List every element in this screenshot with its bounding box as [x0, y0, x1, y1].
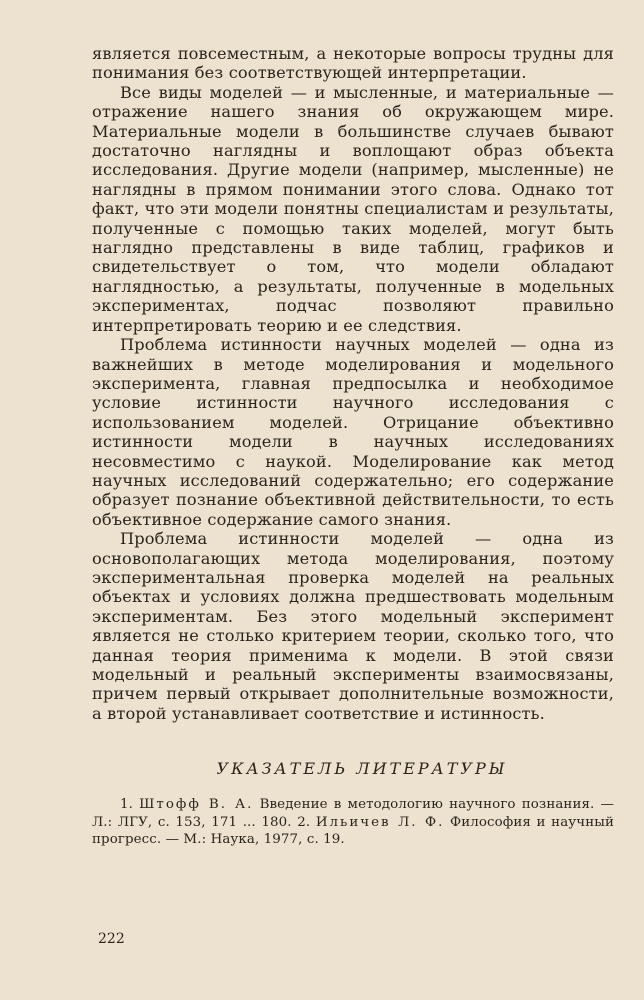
paragraph-experimental-verification: Проблема истинности моделей — одна из основополагающих метода моделирования, поэтому экспериментальная проверка моделей на реальных объектах и условиях должна предшествовать модельным экспериментам. Без этого модельный эксперимент является не столько критерием теории, сколько того, что данная теория применима к модели. В этой связи модельный и реальный эксперименты взаимосвязаны, причем первый открывает дополнительные возможности, а второй устанавливает соответствие и истинность.	[92, 529, 614, 723]
main-text	[92, 44, 614, 723]
paragraph-models-reflection: Все виды моделей — и мысленные, и материальные — отражение нашего знания об окружающем мире. Материальные модели в большинстве случаев бывают достаточно наглядны и воплощают образ объекта исследования. Другие модели (например, мысленные) не наглядны в прямом понимании этого слова. Однако тот факт, что эти модели понятны специалистам и результаты, полученные с помощью таких моделей, могут быть наглядно представлены в виде таблиц, графиков и свидетельствует о том, что модели обладают наглядностью, а результаты, полученные в модельных экспериментах, подчас позволяют правильно интерпретировать теорию и ее следствия.	[92, 82, 614, 335]
bibliography-heading: УКАЗАТЕЛЬ ЛИТЕРАТУРЫ	[216, 759, 508, 779]
bibliography-list	[92, 796, 614, 849]
paragraph-continuation: является повсеместным, а некоторые вопросы трудны для понимания без соответствующей интерпретации.	[92, 44, 614, 83]
page-number: 222	[98, 931, 125, 947]
reference-author: Штофф В. А.	[139, 797, 254, 813]
reference-author: Ильичев Л. Ф.	[315, 814, 445, 830]
reference-number: 1.	[120, 797, 133, 813]
reference-number: 2.	[297, 814, 311, 830]
paragraph-model-truth: Проблема истинности научных моделей — одна из важнейших в методе моделирования и модельного эксперимента, главная предпосылка и необходимое условие истинности научного исследования с использованием моделей. Отрицание объективно истинности модели в научных исследованиях несовместимо с наукой. Моделирование как метод научных исследований содержательно; его содержание образует познание объективной действительности, то есть объективное содержание самого знания.	[92, 335, 614, 529]
reference-title: Философия и научный прогресс. — М.: Наука, 1977, с. 19.	[92, 814, 615, 848]
reference-title: Введение в методологию научного познания. — Л.: ЛГУ, с. 153, 171 ... 180.	[92, 797, 615, 830]
